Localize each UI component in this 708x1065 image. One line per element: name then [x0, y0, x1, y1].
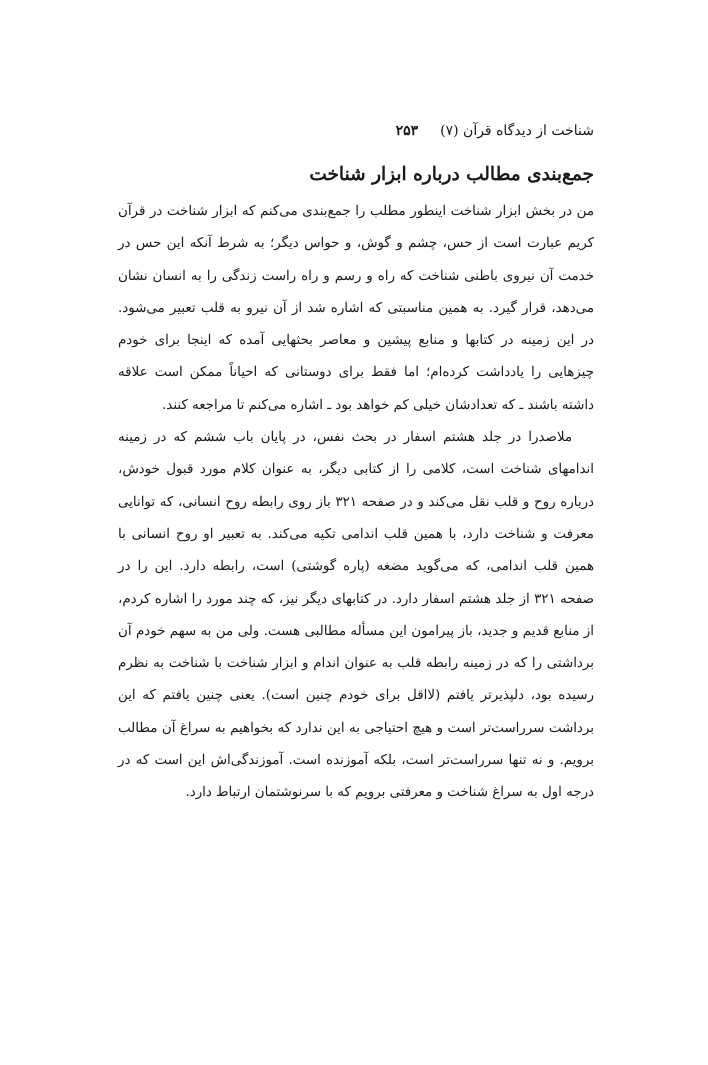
book-page: [118, 118, 594, 810]
paragraph-2: ملاصدرا در جلد هشتم اسفار در بحث نفس، در پایان باب ششم که در زمینه اندامهای شناخت است، کلامی را از کتابی دیگر، به عنوان کلام مورد قبول خودش، درباره روح و قلب نقل می‌کند و در صفحه ۳۲۱ باز روی رابطه روح انسانی، که توانایی معرفت و شناخت دارد، با همین قلب اندامی تکیه می‌کند. به تعبیر او روح انسانی با همین قلب اندامی، که می‌گوید مضغه (پاره گوشتی) است، رابطه دارد. این را در صفحه ۳۲۱ از جلد هشتم اسفار دارد. در کتابهای دیگر نیز، که چند مورد را اشاره کردم، از منابع قدیم و جدید، باز پیرامون این مسأله مطالبی هست. ولی من به سهم خودم آن برداشتی را که در زمینه رابطه قلب به عنوان اندام و ابزار شناخت با شناخت به نظرم رسیده بود، دلپذیرتر یافتم (لااقل برای خودم چنین است). یعنی چنین یافتم که این برداشت سرراست‌تر است و هیچ احتیاجی به این ندارد که بخواهیم به سراغ آن مطالب برویم. و نه تنها سرراست‌تر است، بلکه آموزنده است. آموزندگی‌اش این است که در درجه اول به سراغ شناخت و معرفتی برویم که با سرنوشتمان ارتباط دارد.: [118, 430, 594, 801]
paragraph-1: من در بخش ابزار شناخت اینطور مطلب را جمع‌بندی می‌کنم که ابزار شناخت در قرآن کریم عبارت است از حس، چشم و گوش، و حواس دیگر؛ به شرط آنکه این حس در خدمت آن نیروی باطنی شناخت که راه و رسم و راه راست زندگی را به انسان نشان می‌دهد، قرار گیرد. به همین مناسبتی که اشاره شد از آن نیرو به قلب تعبیر می‌شود. در این زمینه در کتابها و منابع پیشین و معاصر بحثهایی آمده که اینجا برای خودم چیزهایی را یادداشت کرده‌ام؛ اما فقط برای دوستانی که احیاناً ممکن است علاقه داشته باشند ـ که تعدادشان خیلی کم خواهد بود ـ اشاره می‌کنم تا مراجعه کنند.: [118, 204, 594, 413]
running-header: [118, 118, 594, 144]
running-title: شناخت از دیدگاه قرآن (۷): [440, 123, 594, 139]
section-title: جمع‌بندی مطالب درباره ابزار شناخت: [309, 164, 594, 185]
page-number: ۲۵۳: [395, 123, 419, 139]
